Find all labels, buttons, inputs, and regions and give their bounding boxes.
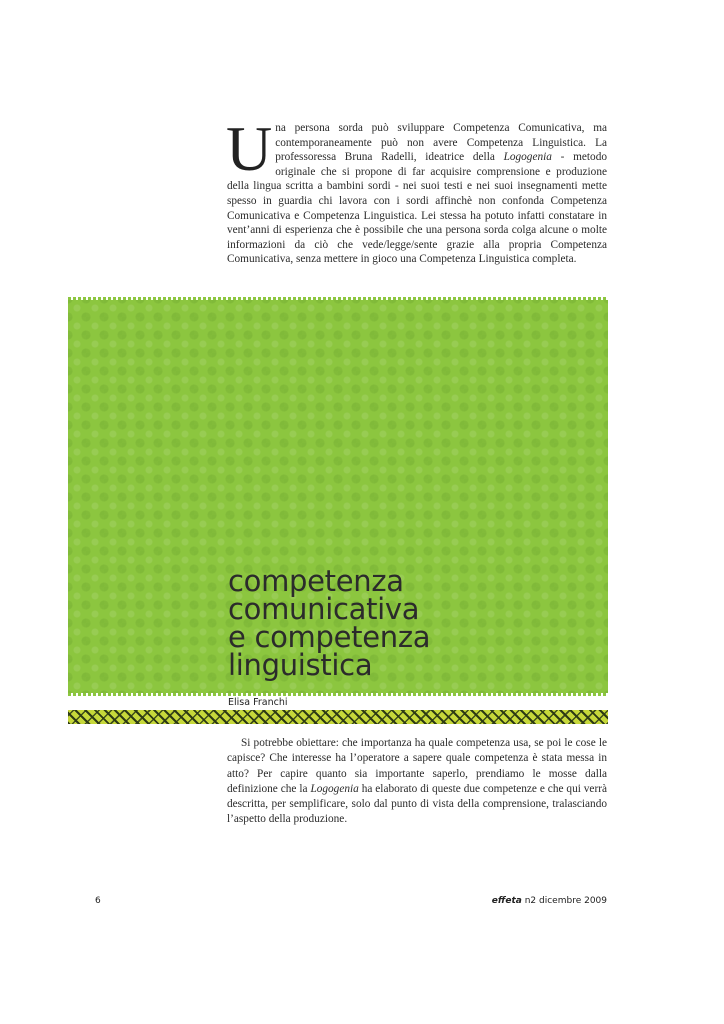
body-text-part-1: Si potrebbe obiettare: che importanza ha quale competenza usa, se poi le cose le capisce? Che interesse ha l’operatore a sapere quale competenza è stata messa in atto? Per capire quanto sia importante saperlo, prendiamo le mosse dalla definizione che la (227, 737, 607, 795)
intro-text-part-2: - metodo originale che si propone di far acquisire comprensione e produzione della lingua scritta a bambini sordi - nei suoi testi e nei suoi insegnamenti mette spesso in guardia chi lavora con i sordi affinchè non confonda Competenza Comunicativa e Competenza Linguistica. Lei stessa ha potuto infatti constatare in vent’anni di esperienza che è possibile che una persona sorda colga alcune o molte informazioni da ciò che vede/legge/sente grazie alla propria Competenza Comunicativa, senza mettere in gioco una Competenza Linguistica completa. (227, 151, 607, 266)
author-byline: Elisa Franchi (228, 697, 288, 708)
body-text-italic-logogenia: Logogenia (310, 782, 359, 795)
intro-paragraph (226, 113, 607, 267)
title-green-panel (68, 299, 608, 694)
body-text-part-2: ha elaborato di queste due competenze e che qui verrà descritta, per semplificare, solo dal punto di vista della comprensione, tralasciando l’aspetto della produzione. (227, 782, 607, 826)
page-number: 6 (95, 896, 101, 906)
title-line-3: e competenza (228, 620, 431, 654)
title-line-1: competenza (228, 564, 404, 598)
drop-cap: U (226, 113, 273, 184)
issue-info (492, 896, 607, 906)
title-line-2: comunicativa (228, 592, 420, 626)
issue-date: n2 dicembre 2009 (521, 896, 607, 906)
body-paragraph (227, 736, 607, 828)
intro-text-italic-logogenia: Logogenia (503, 151, 552, 164)
title-line-4: linguistica (228, 648, 373, 682)
magazine-name: effeta (491, 896, 522, 906)
intro-text-part-1: na persona sorda può sviluppare Competenza Comunicativa, ma contemporaneamente può non avere Competenza Linguistica. La professoressa Bruna Radelli, ideatrice della (275, 122, 607, 164)
decorative-leaf-band (68, 710, 608, 724)
article-title (228, 564, 431, 682)
